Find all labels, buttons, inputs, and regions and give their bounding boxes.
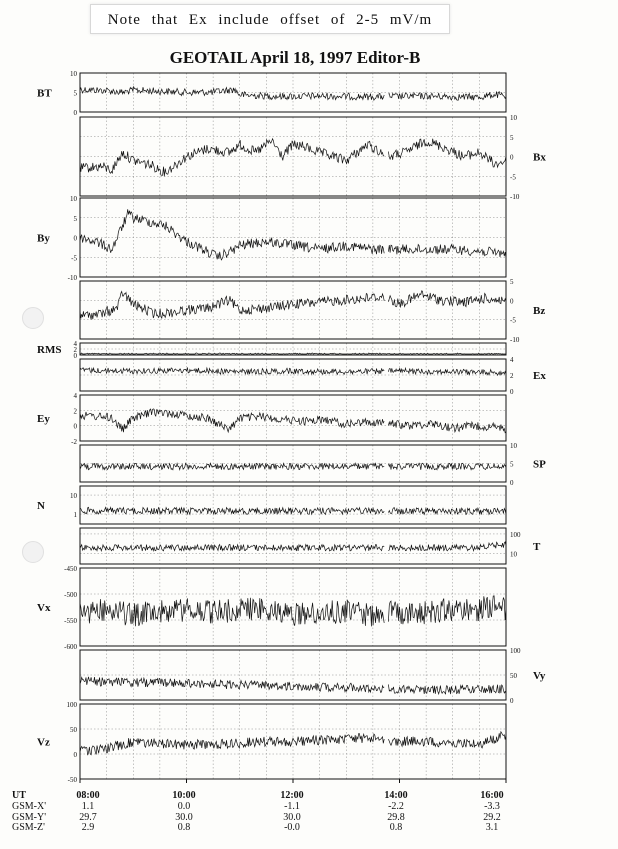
tick-label: 10 xyxy=(70,492,77,501)
orbit-value: 0.8 xyxy=(177,822,191,833)
panel-label-vy: Vy xyxy=(533,670,546,682)
tick-label: -50 xyxy=(67,776,77,784)
tick-label: 0 xyxy=(510,479,514,487)
tick-label: 4 xyxy=(510,356,514,364)
tick-label: 100 xyxy=(66,701,77,709)
orbit-value: 30.0 xyxy=(283,812,301,823)
tick-label: -10 xyxy=(67,274,77,282)
series-rms xyxy=(80,353,506,354)
chart-title: GEOTAIL April 18, 1997 Editor-B xyxy=(169,48,421,67)
tick-label: 5 xyxy=(73,214,77,223)
panel-label-rms: RMS xyxy=(37,344,62,356)
panel-by xyxy=(37,195,506,282)
panel-label-vx: Vx xyxy=(37,602,51,614)
x-tick-label: 14:00 xyxy=(384,790,408,801)
orbit-row-label: UT xyxy=(12,790,26,801)
panel-label-vz: Vz xyxy=(37,736,50,749)
panel-bt xyxy=(37,70,506,117)
orbit-value: 30.0 xyxy=(175,812,193,823)
panel-bx xyxy=(80,114,546,201)
orbit-value: 2.9 xyxy=(81,822,95,833)
tick-label: 2 xyxy=(73,346,77,354)
orbit-value: 29.2 xyxy=(483,812,501,823)
tick-label: 0 xyxy=(510,153,514,162)
series-sp xyxy=(80,463,506,470)
panel-n xyxy=(37,486,506,524)
orbit-value: -0.0 xyxy=(284,822,300,833)
panel-label-sp: SP xyxy=(533,458,546,471)
orbit-value: 0.8 xyxy=(389,822,403,833)
panel-label-ey: Ey xyxy=(37,413,50,425)
orbit-value: 0.0 xyxy=(177,801,191,812)
tick-label: 0 xyxy=(73,422,77,431)
x-tick-label: 08:00 xyxy=(76,790,100,801)
panel-ex xyxy=(80,356,546,396)
tick-label: 100 xyxy=(510,530,521,539)
tick-label: -600 xyxy=(64,643,77,651)
tick-label: 10 xyxy=(510,550,517,559)
tick-label: -450 xyxy=(64,565,77,573)
tick-label: 4 xyxy=(73,392,77,400)
orbit-value: 29.8 xyxy=(387,812,405,823)
tick-label: -10 xyxy=(510,193,520,201)
orbit-value: 3.1 xyxy=(485,822,499,833)
tick-label: 50 xyxy=(70,726,77,734)
tick-label: 0 xyxy=(510,388,514,396)
panel-label-n: N xyxy=(37,500,45,512)
panel-label-by: By xyxy=(37,232,50,245)
panel-rms xyxy=(37,340,506,360)
tick-label: 0 xyxy=(510,697,514,705)
tick-label: -5 xyxy=(71,254,77,263)
x-tick-label: 12:00 xyxy=(280,790,304,801)
tick-label: -500 xyxy=(64,591,77,599)
tick-label: 4 xyxy=(73,340,77,348)
orbit-value: -3.3 xyxy=(484,801,500,812)
tick-label: 10 xyxy=(70,70,77,78)
panel-ey xyxy=(37,392,506,446)
tick-label: 100 xyxy=(510,647,521,655)
tick-label: 1 xyxy=(73,511,77,520)
tick-label: 0 xyxy=(510,297,514,306)
panel-vy xyxy=(80,647,546,705)
tick-label: -5 xyxy=(510,173,516,182)
panel-vx xyxy=(37,565,506,651)
orbit-value: 29.7 xyxy=(79,812,97,823)
panel-t xyxy=(80,528,541,564)
orbit-value: -2.2 xyxy=(388,801,404,812)
tick-label: 10 xyxy=(70,195,77,203)
orbit-value: -1.1 xyxy=(284,801,300,812)
tick-label: 2 xyxy=(510,372,514,380)
panel-label-bt: BT xyxy=(37,87,52,100)
offset-note: Note that Ex include offset of 2-5 mV/m xyxy=(90,4,450,34)
tick-label: 10 xyxy=(510,442,517,450)
tick-label: 10 xyxy=(510,114,517,122)
tick-label: -5 xyxy=(510,316,516,325)
tick-label: 2 xyxy=(73,407,77,416)
tick-label: -2 xyxy=(71,438,77,446)
tick-label: 0 xyxy=(73,352,77,360)
orbit-row-label: GSM-X' xyxy=(12,801,47,812)
series-bt xyxy=(80,87,506,101)
tick-label: 0 xyxy=(73,751,77,759)
tick-label: -550 xyxy=(64,617,77,625)
panel-label-t: T xyxy=(533,541,541,553)
tick-label: 0 xyxy=(73,234,77,243)
tick-label: -10 xyxy=(510,336,520,344)
tick-label: 5 xyxy=(73,89,77,98)
orbit-row-label: GSM-Y' xyxy=(12,812,47,823)
orbit-value: 1.1 xyxy=(81,801,95,812)
panel-bz xyxy=(80,278,545,344)
tick-label: 5 xyxy=(510,133,514,142)
tick-label: 5 xyxy=(510,460,514,469)
tick-label: 5 xyxy=(510,278,514,286)
x-tick-label: 10:00 xyxy=(172,790,196,801)
x-tick-label: 16:00 xyxy=(480,790,504,801)
panel-vz xyxy=(37,701,506,784)
orbit-row-label: GSM-Z' xyxy=(12,822,45,833)
tick-label: 0 xyxy=(73,109,77,117)
panel-label-ex: Ex xyxy=(533,370,546,382)
panel-label-bx: Bx xyxy=(533,151,546,164)
panel-label-bz: Bz xyxy=(533,305,546,317)
panel-sp xyxy=(80,442,546,487)
tick-label: 50 xyxy=(510,672,517,680)
